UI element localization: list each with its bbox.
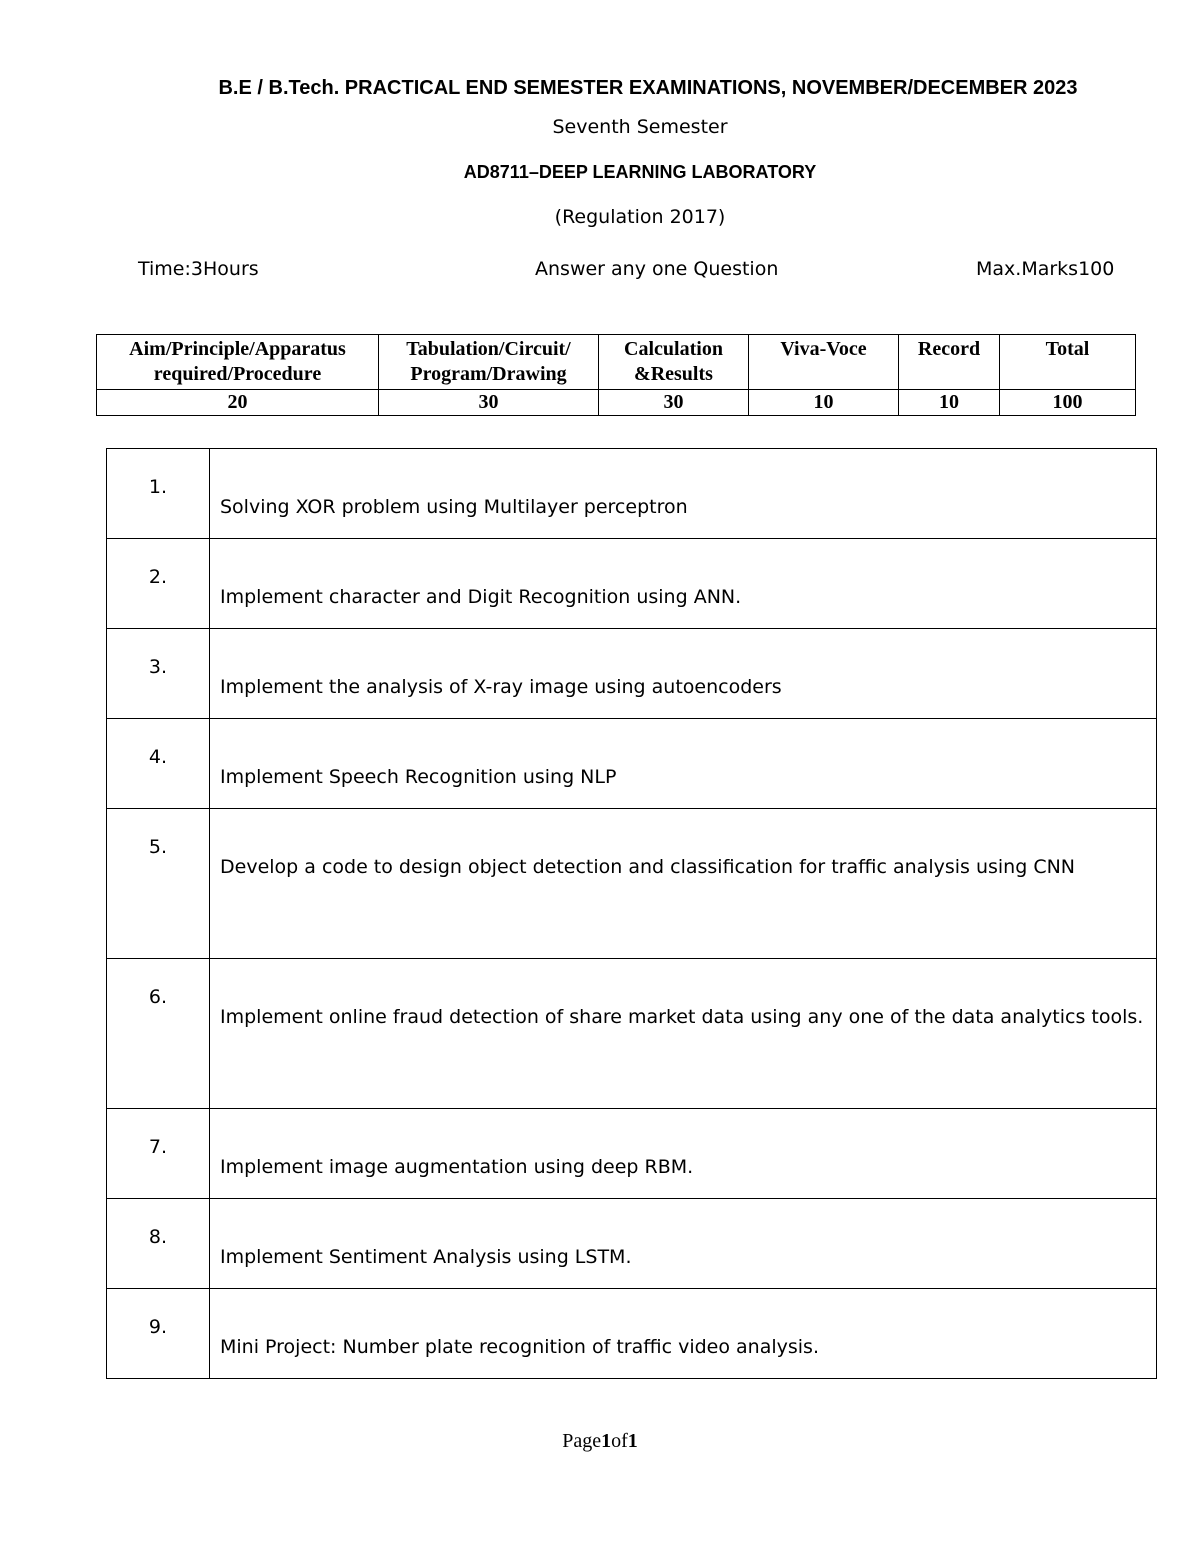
question-row — [107, 959, 1157, 1109]
regulation-label: (Regulation 2017) — [554, 206, 726, 228]
max-marks: Max.Marks100 — [976, 258, 1115, 280]
question-text — [210, 1199, 1157, 1289]
footer-page-word: Page — [562, 1430, 602, 1452]
question-number: 4. — [107, 719, 210, 809]
question-text — [210, 809, 1157, 959]
exam-instruction: Answer any one Question — [535, 258, 779, 280]
question-text-content: Develop a code to design object detection and classification for traffic analysis using CNN — [220, 856, 1076, 878]
question-number: 8. — [107, 1199, 210, 1289]
question-row — [107, 539, 1157, 629]
question-row — [107, 1199, 1157, 1289]
question-number: 6. — [107, 959, 210, 1109]
question-row — [107, 629, 1157, 719]
question-text-content: Implement the analysis of X-ray image using autoencoders — [220, 676, 782, 698]
question-text-content: Implement character and Digit Recognition using ANN. — [220, 586, 742, 608]
course-title: AD8711–DEEP LEARNING LABORATORY — [463, 162, 817, 182]
question-row — [107, 449, 1157, 539]
question-text — [210, 539, 1157, 629]
marks-value-cell: 30 — [599, 390, 749, 416]
semester-label: Seventh Semester — [552, 116, 728, 138]
marks-values-row — [97, 390, 1136, 416]
question-number: 3. — [107, 629, 210, 719]
marks-header-line: Calculation — [624, 338, 723, 360]
question-number: 7. — [107, 1109, 210, 1199]
marks-value-cell: 10 — [749, 390, 899, 416]
question-row — [107, 719, 1157, 809]
question-text — [210, 959, 1157, 1109]
marks-header-cell — [599, 335, 749, 390]
question-text-content: Solving XOR problem using Multilayer perceptron — [220, 496, 688, 518]
marks-header-row — [97, 335, 1136, 390]
footer-of-word: of — [611, 1430, 628, 1452]
marks-header-line: &Results — [634, 363, 713, 385]
marks-header-cell — [749, 335, 899, 390]
marks-header-line: Tabulation/Circuit/ — [406, 338, 571, 360]
question-text-content: Implement image augmentation using deep RBM. — [220, 1156, 694, 1178]
question-row — [107, 809, 1157, 959]
marks-value-cell: 10 — [899, 390, 1000, 416]
exam-duration: Time:3Hours — [138, 258, 259, 280]
questions-table — [106, 448, 1157, 1379]
question-text — [210, 629, 1157, 719]
question-text — [210, 1109, 1157, 1199]
marks-header-line: Record — [917, 338, 981, 360]
marks-header-cell — [1000, 335, 1136, 390]
marks-value-cell: 100 — [1000, 390, 1136, 416]
question-number: 2. — [107, 539, 210, 629]
question-text-content: Implement Speech Recognition using NLP — [220, 766, 617, 788]
marks-header-line: Total — [1045, 338, 1090, 360]
marks-distribution-table — [96, 334, 1136, 416]
marks-header-line: required/Procedure — [153, 363, 322, 385]
question-text — [210, 719, 1157, 809]
footer-page-total: 1 — [627, 1430, 638, 1452]
question-number: 9. — [107, 1289, 210, 1379]
marks-header-line: Program/Drawing — [410, 363, 567, 385]
page-footer — [0, 1430, 1200, 1453]
question-text — [210, 1289, 1157, 1379]
question-text-content: Mini Project: Number plate recognition of traffic video analysis. — [220, 1336, 819, 1358]
marks-value-cell: 20 — [97, 390, 379, 416]
question-number: 1. — [107, 449, 210, 539]
question-row — [107, 1109, 1157, 1199]
marks-value-cell: 30 — [379, 390, 599, 416]
marks-header-line: Viva-Voce — [780, 338, 867, 360]
exam-title: B.E / B.Tech. PRACTICAL END SEMESTER EXAMINATIONS, NOVEMBER/DECEMBER 2023 — [218, 77, 1078, 99]
question-number: 5. — [107, 809, 210, 959]
question-text — [210, 449, 1157, 539]
marks-header-line: Aim/Principle/Apparatus — [129, 338, 346, 360]
question-text-content: Implement Sentiment Analysis using LSTM. — [220, 1246, 632, 1268]
marks-header-cell — [379, 335, 599, 390]
marks-header-cell — [97, 335, 379, 390]
question-row — [107, 1289, 1157, 1379]
marks-header-cell — [899, 335, 1000, 390]
footer-page-number: 1 — [601, 1430, 612, 1452]
question-text-content: Implement online fraud detection of share market data using any one of the data analytics tools. — [220, 1006, 1144, 1028]
